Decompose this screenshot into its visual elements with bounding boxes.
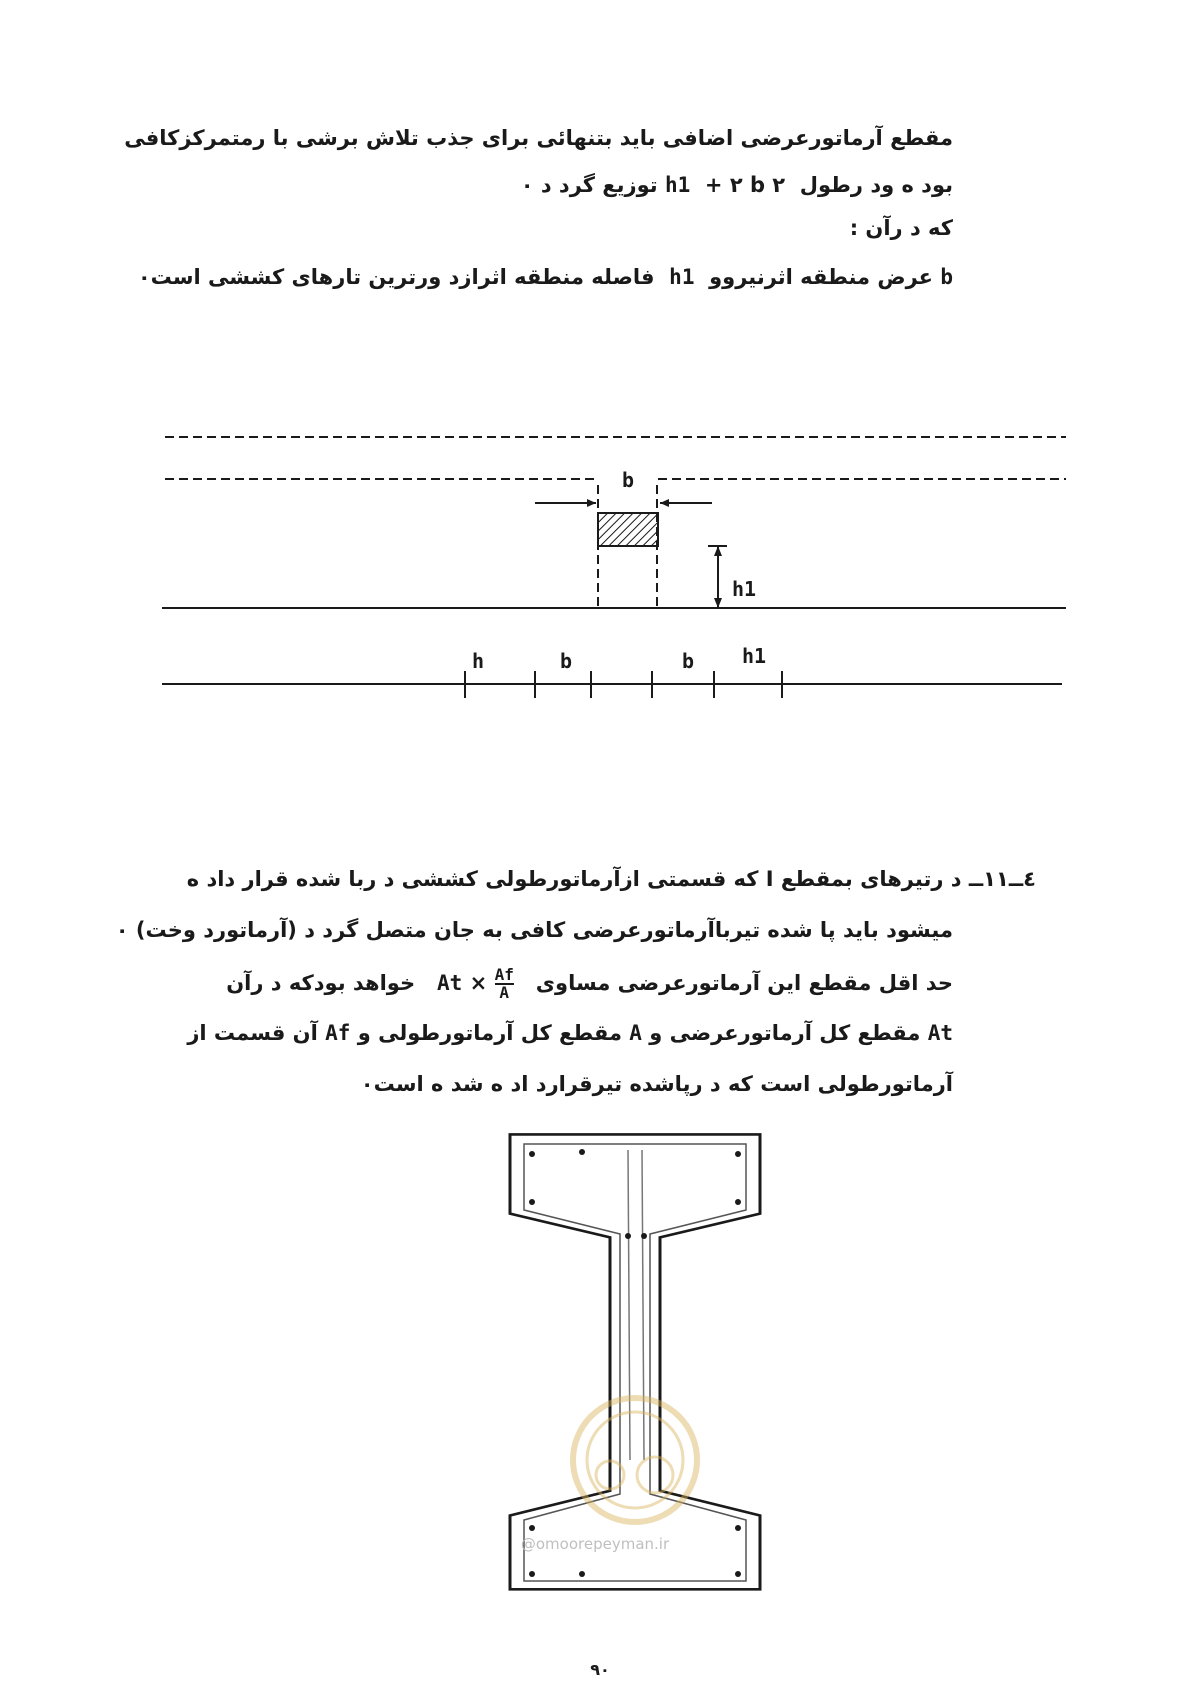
dim-label-h: h <box>472 649 485 673</box>
watermark-text: @omoorepeyman.ir <box>520 1535 670 1553</box>
dim-label-h1: h1 <box>742 644 767 668</box>
stirrup-outline <box>524 1144 746 1581</box>
paragraph1-line4: b عرض منطقه اثرنیروو h1 فاصله منطقه اثرازد ورترین تارهای کششی است٠ <box>137 265 953 289</box>
shear-zone-block <box>598 513 658 546</box>
paragraph1-line3: که د رآن : <box>849 216 953 240</box>
paragraph2-line1: ٤ــ۱۱ــ د رتیرهای بمقطع I که قسمتی ازآرماتورطولی کششی د ربا شده قرار داد ه <box>186 867 1036 891</box>
paragraph2-line5: آرماتورطولی است که د رپاشده تیرقرارد اد ه شد ه است٠ <box>360 1072 953 1096</box>
paragraph2-line3: حد اقل مقطع این آرماتورعرضی مساوی $\frac{Af}{A}$ × At خواهد بودکه د رآن <box>226 965 953 1002</box>
paragraph2-line4: At مقطع کل آرماتورعرضی و A مقطع کل آرماتورطولی و Af آن قسمت از <box>187 1021 953 1045</box>
watermark-seal-logo <box>573 1398 697 1522</box>
paragraph1-line1: مقطع آرماتورعرضی اضافی باید بتنهائی برای جذب تلاش برشی با رمتمرکزکافی <box>124 126 953 150</box>
paragraph1-line2: بود ه ود رطول h1 + ۲ b ۲ توزیع گرد د ٠ <box>520 173 953 197</box>
beam-elevation-figure <box>0 0 1191 760</box>
formula-fraction: $\frac{Af}{A}$ <box>494 965 514 1002</box>
dim-label-b1: b <box>560 649 573 673</box>
label-h1-right: h1 <box>732 577 757 601</box>
label-b-top: b <box>622 468 635 492</box>
paragraph2-line2: میشود باید پا شده تیرباآرماتورعرضی کافی به جان متصل گرد د (آرماتورد وخت) ٠ <box>115 918 953 942</box>
dim-label-b2: b <box>682 649 695 673</box>
page-number: ۹۰ <box>590 1660 610 1679</box>
